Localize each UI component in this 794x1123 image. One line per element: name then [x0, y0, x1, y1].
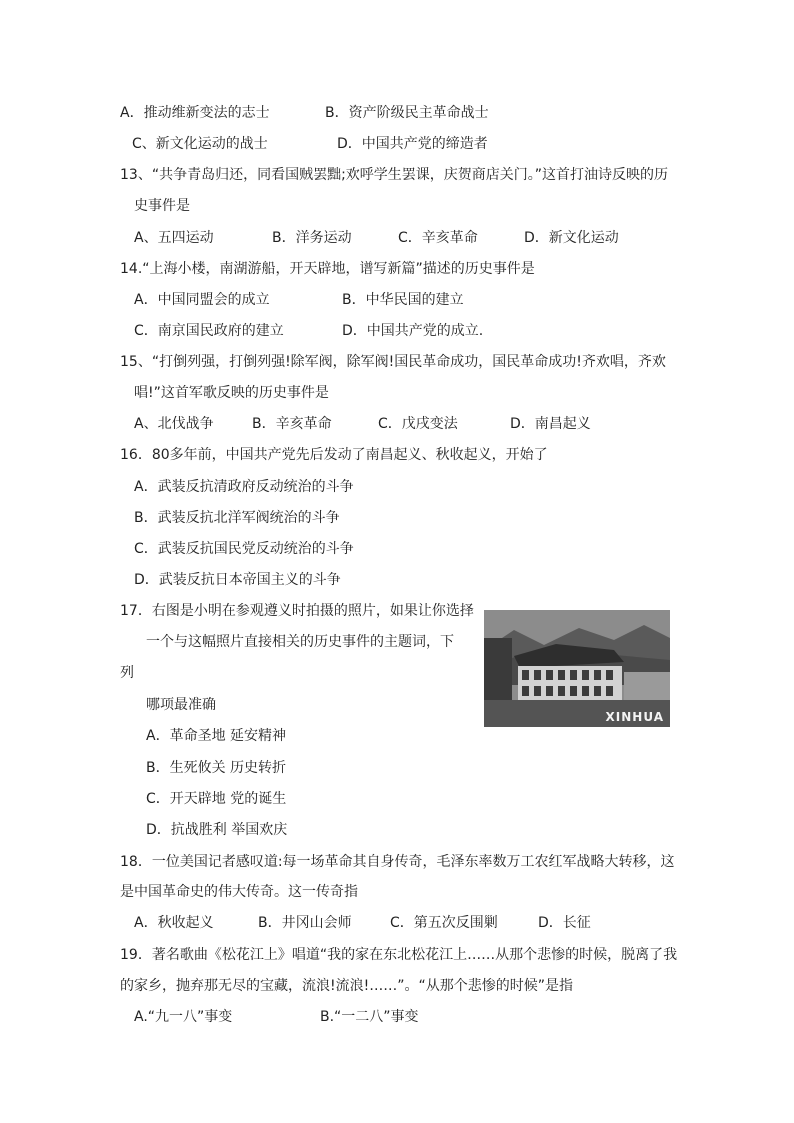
q13-stem-line2: 史事件是 — [134, 198, 190, 214]
q14-option-b: B．中华民国的建立 — [342, 292, 464, 308]
q17-option-d: D．抗战胜利 举国欢庆 — [146, 822, 288, 838]
q18-option-b: B．井冈山会师 — [258, 915, 352, 931]
q16-option-a: A．武装反抗清政府反动统治的斗争 — [134, 479, 354, 495]
q12-option-c: C、新文化运动的战士 — [132, 136, 268, 152]
q18-stem-line2: 是中国革命史的伟大传奇。这一传奇指 — [120, 884, 358, 900]
q13-option-c: C．辛亥革命 — [398, 230, 478, 246]
q16-option-c: C．武装反抗国民党反动统治的斗争 — [134, 541, 354, 557]
q15-option-d: D．南昌起义 — [510, 416, 591, 432]
q15-stem-line2: 唱!”这首军歌反映的历史事件是 — [134, 385, 329, 401]
q13-option-a: A、五四运动 — [134, 230, 214, 246]
zunyi-meeting-site-photo — [484, 610, 670, 727]
q13-stem-line1: 13、“共争青岛归还，同看国贼罢黜;欢呼学生罢课，庆贺商店关门。”这首打油诗反映的历 — [120, 167, 669, 183]
q16-option-b: B．武装反抗北洋军阀统治的斗争 — [134, 510, 340, 526]
q14-option-a: A．中国同盟会的成立 — [134, 292, 270, 308]
q17-option-a: A．革命圣地 延安精神 — [146, 728, 287, 744]
q12-options-row2 — [132, 134, 488, 154]
q17-option-c: C．开天辟地 党的诞生 — [146, 791, 287, 807]
q17-stem-line1: 17．右图是小明在参观遵义时拍摄的照片，如果让你选择 — [120, 603, 474, 619]
q18-stem-line1: 18．一位美国记者感叹道:每一场革命其自身传奇，毛泽东率数万工农红军战略大转移，这 — [120, 854, 675, 870]
q18-option-c: C．第五次反围剿 — [390, 915, 498, 931]
photo-watermark: XINHUA — [605, 710, 664, 724]
q17-stem-line4: 哪项最准确 — [146, 697, 216, 713]
q19-stem-line1: 19．著名歌曲《松花江上》唱道“我的家在东北松花江上……从那个悲惨的时候，脱离了我 — [120, 947, 678, 963]
q12-option-a: A．推动维新变法的志士 — [120, 105, 270, 121]
q13-option-b: B．洋务运动 — [272, 230, 352, 246]
q15-option-b: B．辛亥革命 — [252, 416, 332, 432]
q17-stem-line2: 一个与这幅照片直接相关的历史事件的主题词，下 — [146, 634, 454, 650]
q14-options-row1 — [134, 290, 464, 310]
q15-option-a: A、北伐战争 — [134, 416, 214, 432]
q15-option-c: C．戊戌变法 — [378, 416, 458, 432]
q14-option-c: C．南京国民政府的建立 — [134, 323, 284, 339]
q14-stem: 14.“上海小楼，南湖游船，开天辟地，谱写新篇”描述的历史事件是 — [120, 261, 535, 277]
q18-option-a: A．秋收起义 — [134, 915, 214, 931]
q19-option-a: A.“九一八”事变 — [134, 1009, 233, 1025]
q14-options-row2 — [134, 321, 484, 341]
q18-option-d: D．长征 — [538, 915, 591, 931]
q19-stem-line2: 的家乡，抛弃那无尽的宝藏，流浪!流浪!……”。“从那个悲惨的时候”是指 — [120, 978, 573, 994]
q19-option-b: B.“一二八”事变 — [320, 1009, 419, 1025]
q12-options-row1 — [120, 103, 489, 123]
q16-option-d: D．武装反抗日本帝国主义的斗争 — [134, 572, 341, 588]
q14-option-d: D．中国共产党的成立. — [342, 323, 484, 339]
q17-stem-line3: 列 — [120, 665, 134, 681]
q19-options — [134, 1007, 419, 1027]
q16-stem: 16．80多年前，中国共产党先后发动了南昌起义、秋收起义，开始了 — [120, 447, 548, 463]
q15-stem-line1: 15、“打倒列强，打倒列强!除军阀，除军阀!国民革命成功，国民革命成功!齐欢唱，齐欢 — [120, 354, 666, 370]
q13-option-d: D．新文化运动 — [524, 230, 619, 246]
q12-option-b: B．资产阶级民主革命战士 — [325, 105, 489, 121]
q17-option-b: B．生死攸关 历史转折 — [146, 760, 287, 776]
q12-option-d: D．中国共产党的缔造者 — [337, 136, 488, 152]
